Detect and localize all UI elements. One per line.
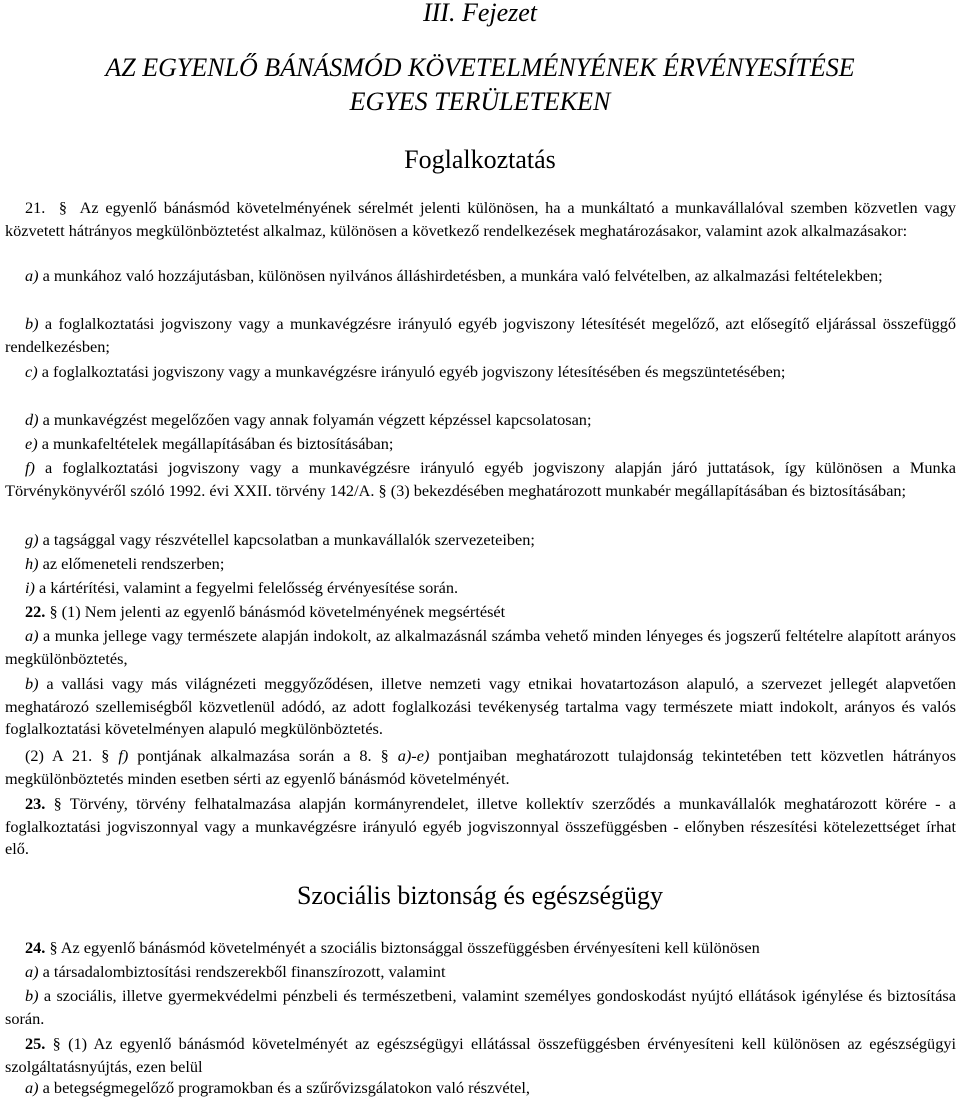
paragraph-21-d	[5, 409, 956, 432]
list-text: a munkafeltételek megállapításában és biztosításában;	[41, 434, 394, 453]
paragraph-text: Az egyenlő bánásmód követelményét a szociális biztonsággal összefüggésben érvényesíteni kell különösen	[60, 938, 760, 957]
list-marker: b)	[25, 674, 39, 693]
section-symbol: §	[101, 746, 110, 765]
list-text: a foglalkoztatási jogviszony vagy a munkavégzésre irányuló egyéb jogviszony alapján járó juttatások, így különösen a Munka Törvénykönyvéről szóló 1992. évi XXII. törvény 142/A.	[5, 458, 957, 500]
section-heading-szocialis: Szociális biztonság és egészségügy	[296, 881, 664, 910]
list-text: a munkavégzést megelőzően vagy annak folyamán végzett képzéssel kapcsolatosan;	[42, 410, 592, 429]
paragraph-text: (2) A 21.	[25, 746, 93, 765]
list-marker: a)	[25, 1078, 39, 1097]
paragraph-21-a	[5, 265, 956, 288]
paragraph-number: 24.	[25, 938, 46, 957]
paragraph-text: Törvény, törvény felhatalmazása alapján kormányrendelet, illetve kollektív szerződés a munkavállalók meghatározott körére - a foglalkoztatási jogviszonnyal vagy a munkavégzésre irányuló egyéb jogviszonnyal összefüggésben - előnyben részesítési kötelezettséget írhat elő.	[5, 794, 956, 859]
section-symbol: §	[58, 198, 68, 217]
point-reference: a)-e)	[397, 746, 430, 765]
section-heading-foglalkoztatas: Foglalkoztatás	[404, 145, 556, 174]
paragraph-21-i	[5, 577, 956, 600]
paragraph-22-b	[5, 673, 956, 741]
list-marker: c)	[25, 362, 38, 381]
list-marker: d)	[25, 410, 39, 429]
list-text: a társadalombiztosítási rendszerekből finanszírozott, valamint	[42, 962, 446, 981]
paragraph-text: (1) Az egyenlő bánásmód követelményét az egészségügyi ellátással összefüggésben érvényesíteni kell különösen az egészségügyi szolgáltatásnyújtás, ezen belül	[5, 1034, 957, 1076]
paragraph-24-b	[5, 985, 956, 1030]
paragraph-text: (1) Nem jelenti az egyenlő bánásmód követelményének megsértését	[61, 602, 506, 621]
paragraph-text: pontjának alkalmazása során a 8.	[137, 746, 372, 765]
list-marker: f)	[25, 458, 35, 477]
list-text: a munkához való hozzájutásban, különösen nyilvános álláshirdetésben, a munkára való felvételben, az alkalmazási feltételekben;	[42, 266, 883, 285]
paragraph-number: 23.	[25, 794, 46, 813]
paragraph-21-f	[5, 457, 956, 502]
section-symbol: §	[49, 938, 58, 957]
list-marker: a)	[25, 266, 39, 285]
list-marker: g)	[25, 530, 39, 549]
paragraph-22-2	[5, 745, 956, 790]
chapter-title-line-1: AZ EGYENLŐ BÁNÁSMÓD KÖVETELMÉNYÉNEK ÉRVÉNYESÍTÉSE	[105, 53, 855, 82]
list-text: a szociális, illetve gyermekvédelmi pénzbeli és természetbeni, valamint személyes gondoskodást nyújtó ellátások igénylése és biztosítása során.	[5, 986, 956, 1028]
list-marker: h)	[25, 554, 39, 573]
list-text: az előmeneteli rendszerben;	[42, 554, 225, 573]
paragraph-22-a	[5, 625, 956, 670]
paragraph-23	[5, 793, 956, 861]
section-symbol: §	[378, 480, 387, 500]
list-text: a foglalkoztatási jogviszony vagy a munkavégzésre irányuló egyéb jogviszony létesítését megelőző, azt elősegítő eljárással összefüggő rendelkezésben;	[5, 314, 956, 356]
paragraph-24-intro	[5, 937, 956, 960]
paragraph-21-e	[5, 433, 956, 456]
paragraph-22-intro	[5, 601, 956, 624]
list-marker: b)	[25, 314, 39, 333]
paragraph-21-c	[5, 361, 956, 384]
paragraph-number: 21.	[25, 198, 46, 217]
paragraph-24-a	[5, 961, 956, 984]
paragraph-25-intro	[5, 1033, 956, 1078]
paragraph-number: 22.	[25, 602, 46, 621]
chapter-title-line-2: EGYES TERÜLETEKEN	[349, 87, 611, 116]
list-text-continued: (3) bekezdésében meghatározott munkabér megállapításában és biztosításában;	[390, 480, 907, 500]
section-symbol: §	[380, 746, 389, 765]
list-marker: a)	[25, 962, 39, 981]
list-text: a munka jellege vagy természete alapján indokolt, az alkalmazásnál számba vehető minden lényeges és jogszerű feltételre alapított arányos megkülönböztetés,	[5, 626, 956, 668]
paragraph-21-intro	[5, 197, 956, 242]
paragraph-21-h	[5, 553, 956, 576]
list-marker: a)	[25, 626, 39, 645]
paragraph-21-b	[5, 313, 956, 358]
list-text: a betegségmegelőző programokban és a szűrővizsgálatokon való részvétel,	[42, 1078, 530, 1097]
paragraph-number: 25.	[25, 1034, 46, 1053]
list-text: a kártérítési, valamint a fegyelmi felelősség érvényesítése során.	[39, 578, 459, 597]
list-marker: e)	[25, 434, 38, 453]
paragraph-25-a	[5, 1077, 956, 1100]
paragraph-text: pontjaiban meghatározott tulajdonság tekintetében tett közvetlen hátrányos megkülönböztetés minden esetben sérti az egyenlő bánásmód követelményét.	[5, 746, 957, 788]
paragraph-text: Az egyenlő bánásmód követelményének sérelmét jelenti különösen, ha a munkáltató a munkavállalóval szemben közvetlen vagy közvetett hátrányos megkülönböztetést alkalmaz, különösen a következő rendelkezések meghatározásakor, valamint azok alkalmazásakor:	[5, 198, 956, 240]
chapter-heading: III. Fejezet	[422, 0, 538, 27]
list-text: a vallási vagy más világnézeti meggyőződésen, illetve nemzeti vagy etnikai hovatartozáson alapuló, a szervezet jellegét alapvetően meghatározó szellemiségből közvetlenül adódó, az adott foglalkozási tevékenység tartalma vagy természete miatt indokolt, arányos és valós foglalkoztatási követelményen alapuló megkülönböztetés.	[5, 674, 957, 739]
section-symbol: §	[49, 602, 58, 621]
list-text: a foglalkoztatási jogviszony vagy a munkavégzésre irányuló egyéb jogviszony létesítésében és megszüntetésében;	[41, 362, 786, 381]
point-reference: f)	[118, 746, 129, 765]
list-marker: i)	[25, 578, 35, 597]
section-symbol: §	[53, 794, 62, 813]
paragraph-21-g	[5, 529, 956, 552]
list-text: a tagsággal vagy részvétellel kapcsolatban a munkavállalók szervezeteiben;	[42, 530, 535, 549]
list-marker: b)	[25, 986, 39, 1005]
section-symbol: §	[52, 1034, 61, 1053]
